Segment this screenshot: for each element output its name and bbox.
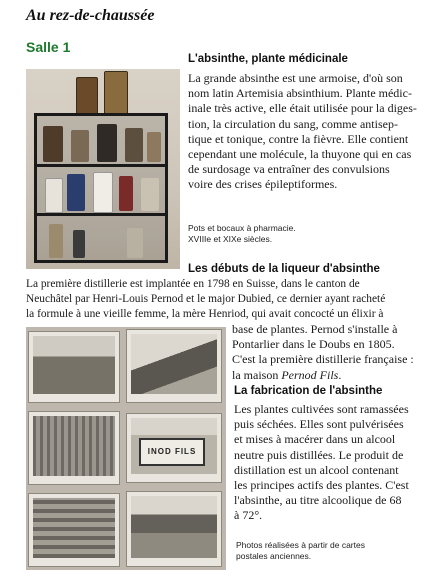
section1-line: de surdosage va entraîner des convulsions: [188, 162, 390, 177]
section2-line: Neuchâtel par Henri-Louis Pernod et le major Dubied, ce dernier ayant racheté: [26, 293, 386, 306]
photo1-caption-line: XVIIIe et XIXe siècles.: [188, 234, 273, 244]
section2-line: la formule à une vieille femme, la mère Henriod, qui avait concocté un élixir à: [26, 308, 384, 321]
section3-line: les principes actifs des plantes. C'est: [234, 478, 409, 493]
section3-title: La fabrication de l'absinthe: [234, 385, 383, 397]
photo2-caption-line: postales anciennes.: [236, 551, 312, 561]
photo2-caption: [236, 540, 365, 562]
section3-line: Les plantes cultivées sont ramassées: [234, 402, 409, 416]
section1-line: tion, la circulation du sang, comme antisep-: [188, 116, 398, 131]
photo1-caption-line: Pots et bocaux à pharmacie.: [188, 223, 296, 233]
section1-body: [188, 71, 418, 193]
photo1-caption: [188, 223, 296, 245]
section2-body-narrow: [232, 322, 422, 383]
postcards-photo: [26, 327, 226, 570]
floor-title: Au rez-de-chaussée: [26, 7, 155, 24]
section3-line: l'absinthe, au titre alcoolique de 68: [234, 493, 402, 508]
postcard: [126, 413, 222, 483]
section1-line: cependant une molécule, la thuyone qui en cas: [188, 147, 412, 162]
postcard: [126, 329, 222, 403]
photo2-caption-line: Photos réalisées à partir de cartes: [236, 540, 365, 550]
room-title: Salle 1: [26, 39, 71, 55]
section1-title: L'absinthe, plante médicinale: [188, 53, 348, 65]
section3-line: distillation est un alcool contenant: [234, 462, 399, 477]
section3-line: puis séchées. Elles sont pulvérisées: [234, 417, 404, 432]
section1-line: voire des crises épileptiformes.: [188, 177, 338, 192]
pernod-fils-brand: Pernod Fils: [281, 367, 339, 382]
postcard: [28, 331, 120, 403]
wagon-sign: INOD FILS: [139, 438, 205, 466]
section2-body-full: [26, 277, 416, 323]
section1-line: La grande absinthe est une armoise, d'où son: [188, 71, 403, 85]
section2-line: La première distillerie est implantée en 1798 en Suisse, dans le canton de: [26, 278, 360, 290]
section2-last-prefix: la maison: [232, 367, 282, 382]
postcard: [28, 493, 120, 567]
section1-line: nom latin Artemisia absinthium. Plante médic-: [188, 86, 412, 101]
section3-line: et mises à macérer dans un alcool: [234, 432, 396, 447]
section2-title: Les débuts de la liqueur d'absinthe: [188, 263, 380, 275]
section3-body: [234, 402, 420, 524]
section1-line: inale très active, elle était utilisée pour la diges-: [188, 101, 417, 116]
postcard: [28, 411, 120, 485]
section3-line: neutre puis distillées. Le produit de: [234, 447, 404, 462]
section2-line: base de plantes. Pernod s'installe à: [232, 322, 398, 336]
section2-line: Pontarlier dans le Doubs en 1805.: [232, 337, 395, 352]
pharmacy-cabinet-photo: [26, 69, 180, 269]
postcard: [126, 491, 222, 567]
section3-line: à 72°.: [234, 508, 263, 523]
section1-line: tique et tonique, contre la fièvre. Elle contient: [188, 131, 409, 146]
section2-line: [232, 368, 422, 383]
section2-last-suffix: .: [338, 367, 342, 382]
section2-line: C'est la première distillerie française :: [232, 352, 414, 367]
